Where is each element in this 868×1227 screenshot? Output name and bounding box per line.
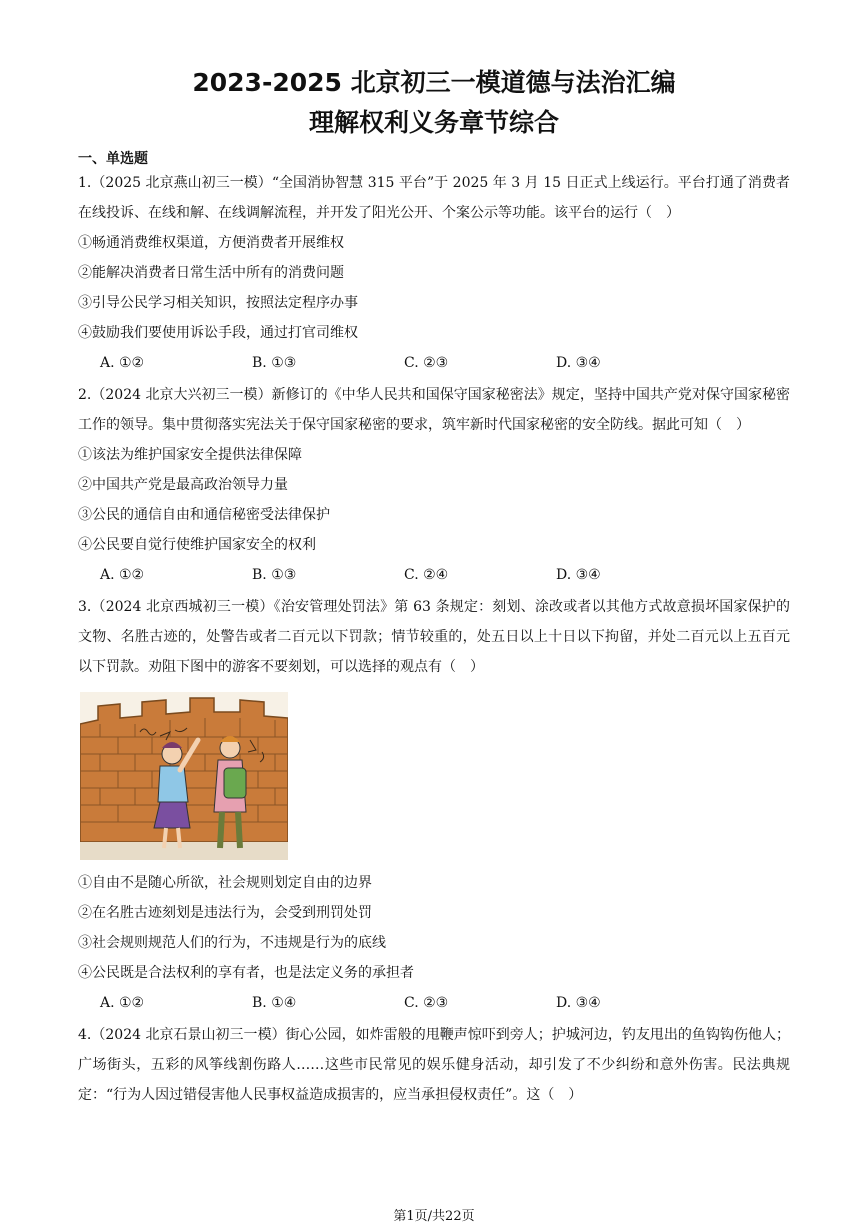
question-stem: 3.（2024 北京西城初三一模）《治安管理处罚法》第 63 条规定：刻划、涂改或者以其他方式故意损坏国家保护的文物、名胜古迹的，处警告或者二百元以下罚款；情节较重的，处五日以上十日以下拘留，并处二百元以上五百元以下罚款。劝阻下图中的游客不要刻划，可以选择的观点有（ ） [78,599,790,675]
choice-b: B. ①③ [252,567,297,583]
choice-c: C. ②③ [404,995,449,1011]
statement-4: ④公民要自觉行使维护国家安全的权利 [78,537,316,553]
choice-a: A. ①② [100,355,145,371]
answer-choices [78,988,790,1018]
statement-4: ④鼓励我们要使用诉讼手段，通过打官司维权 [78,325,358,341]
choice-a: A. ①② [100,995,145,1011]
question-1 [78,168,790,378]
choice-b: B. ①③ [252,355,297,371]
statement-3: ③公民的通信自由和通信秘密受法律保护 [78,507,330,523]
question-3 [78,592,790,1018]
doc-title-line1: 2023-2025 北京初三一模道德与法治汇编 [192,68,676,97]
choice-a: A. ①② [100,567,145,583]
tourist-carving-wall-illustration [80,692,288,860]
section-heading: 一、单选题 [78,151,148,167]
statement-4: ④公民既是合法权利的享有者，也是法定义务的承担者 [78,965,414,981]
statement-2: ②能解决消费者日常生活中所有的消费问题 [78,265,344,281]
answer-choices [78,560,790,590]
statement-1: ①畅通消费维权渠道，方便消费者开展维权 [78,235,344,251]
question-stem: 4.（2024 北京石景山初三一模）街心公园，如炸雷般的甩鞭声惊吓到旁人；护城河边，钓友甩出的鱼钩钩伤他人；广场街头，五彩的风筝线割伤路人……这些市民常见的娱乐健身活动，却引发了不少纠纷和意外伤害。民法典规定：“行为人因过错侵害他人民事权益造成损害的，应当承担侵权责任”。这（ ） [78,1027,790,1103]
statement-1: ①自由不是随心所欲，社会规则划定自由的边界 [78,875,372,891]
question-2 [78,380,790,590]
question-stem: 1.（2025 北京燕山初三一模）“全国消协智慧 315 平台”于 2025 年 3 月 15 日正式上线运行。平台打通了消费者在线投诉、在线和解、在线调解流程，并开发了阳光公开、个案公示等功能。该平台的运行（ ） [78,175,790,221]
question-4 [78,1020,790,1110]
page-number-footer: 第1页/共22页 [393,1209,475,1224]
question-stem: 2.（2024 北京大兴初三一模）新修订的《中华人民共和国保守国家秘密法》规定，坚持中国共产党对保守国家秘密工作的领导。集中贯彻落实宪法关于保守国家秘密的要求，筑牢新时代国家秘密的安全防线。据此可知（ ） [78,387,790,433]
choice-d: D. ③④ [556,355,601,371]
statement-3: ③社会规则规范人们的行为，不违规是行为的底线 [78,935,386,951]
choice-d: D. ③④ [556,567,601,583]
choice-c: C. ②③ [404,355,449,371]
statement-3: ③引导公民学习相关知识，按照法定程序办事 [78,295,358,311]
statement-1: ①该法为维护国家安全提供法律保障 [78,447,302,463]
choice-d: D. ③④ [556,995,601,1011]
doc-title-line2: 理解权利义务章节综合 [308,108,559,137]
choice-c: C. ②④ [404,567,449,583]
statement-2: ②中国共产党是最高政治领导力量 [78,477,288,493]
statement-2: ②在名胜古迹刻划是违法行为，会受到刑罚处罚 [78,905,372,921]
answer-choices [78,348,790,378]
choice-b: B. ①④ [252,995,297,1011]
